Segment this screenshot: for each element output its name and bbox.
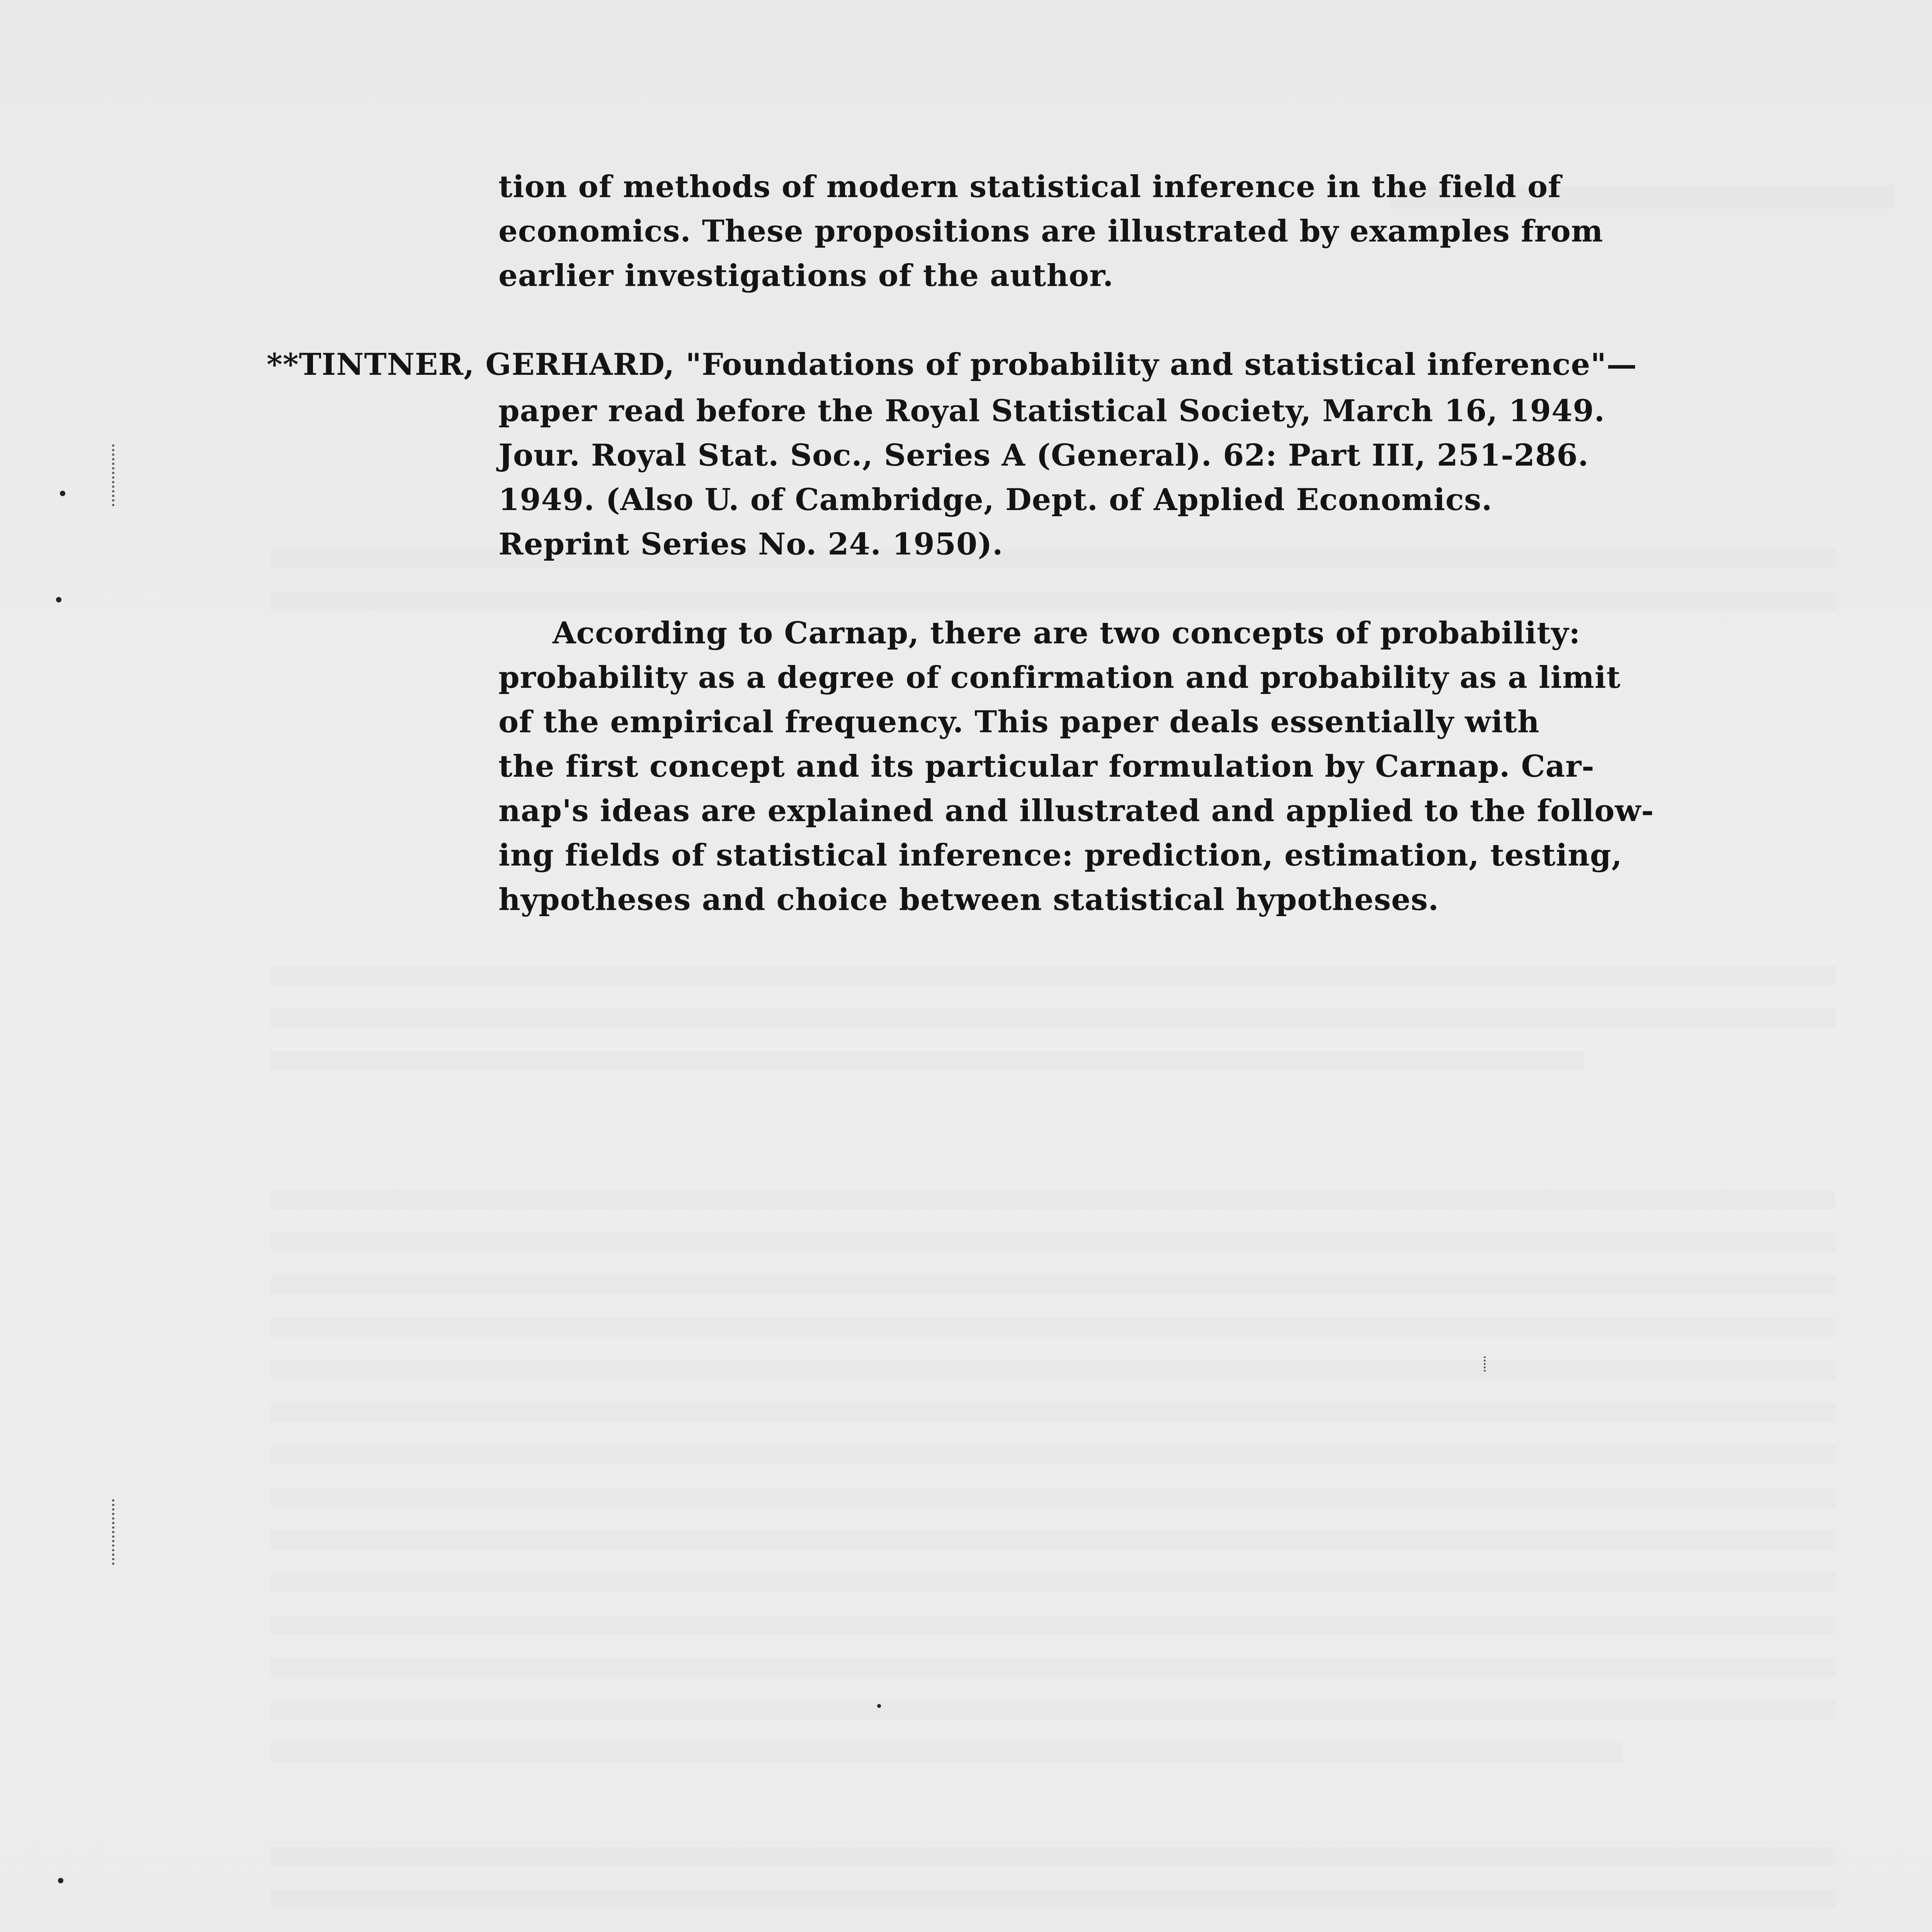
margin-mark <box>1484 1356 1488 1372</box>
text-line: earlier investigations of the author. <box>498 258 1114 293</box>
abstract-line: ing fields of statistical inference: prediction, estimation, testing, <box>498 838 1622 873</box>
text-line: tion of methods of modern statistical inference in the field of <box>498 169 1561 204</box>
margin-mark <box>112 444 117 506</box>
citation-line: paper read before the Royal Statistical Society, March 16, 1949. <box>498 393 1605 429</box>
citation-line: 1949. (Also U. of Cambridge, Dept. of Applied Economics. <box>498 482 1493 517</box>
citation-line: Reprint Series No. 24. 1950). <box>498 527 1003 562</box>
scan-speck <box>877 1704 881 1708</box>
abstract-line: According to Carnap, there are two concepts of probability: <box>553 616 1581 651</box>
scan-speck <box>56 597 61 602</box>
scan-speck <box>58 1878 63 1883</box>
citation-line: Jour. Royal Stat. Soc., Series A (General). 62: Part III, 251-286. <box>498 438 1589 473</box>
abstract-line: the first concept and its particular formulation by Carnap. Car- <box>498 749 1595 784</box>
text-line: economics. These propositions are illustrated by examples from <box>498 214 1604 249</box>
abstract-line: of the empirical frequency. This paper deals essentially with <box>498 704 1540 740</box>
abstract-line: probability as a degree of confirmation and probability as a limit <box>498 660 1621 695</box>
margin-mark <box>112 1499 117 1565</box>
abstract-line: nap's ideas are explained and illustrated and applied to the follow- <box>498 793 1654 828</box>
abstract-line: hypotheses and choice between statistical hypotheses. <box>498 882 1439 917</box>
entry-heading: **TINTNER, GERHARD, "Foundations of probability and statistical inference"— <box>267 347 1637 382</box>
scan-speck <box>60 491 65 496</box>
